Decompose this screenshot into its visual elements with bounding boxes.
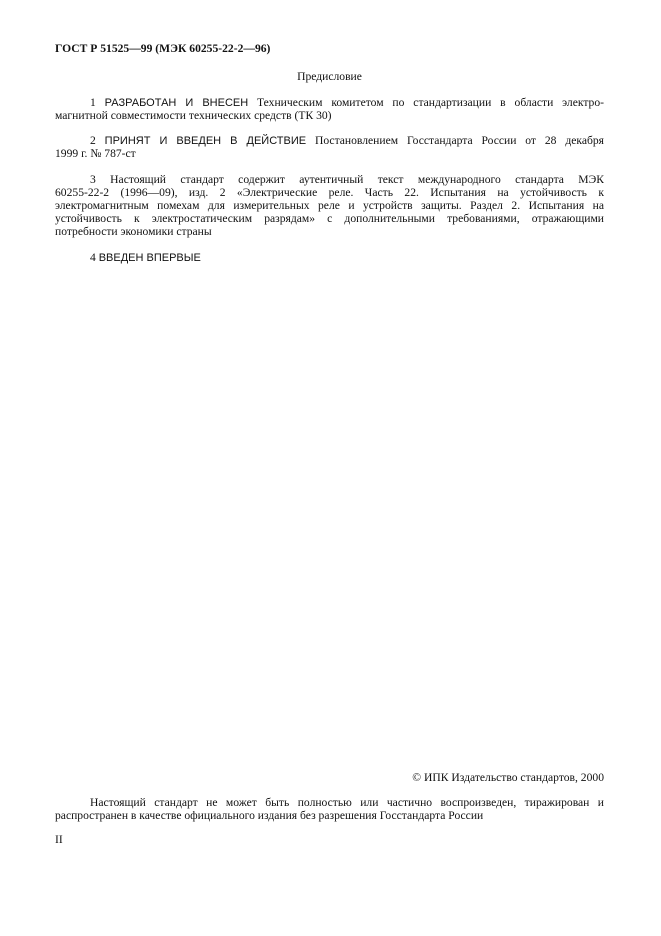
item-2-line-1: 2 ПРИНЯТ И ВВЕДЕН В ДЕЙСТВИЕ Постановлением Госстандарта России от 28 декабря xyxy=(90,134,604,147)
item-2-line-2: 1999 г. № 787-ст xyxy=(55,147,136,160)
item-4: 4 ВВЕДЕН ВПЕРВЫЕ xyxy=(90,251,201,264)
item-3-line-2: 60255-22-2 (1996—09), изд. 2 «Электрические реле. Часть 22. Испытания на устойчивость к xyxy=(55,186,604,199)
document-header: ГОСТ Р 51525—99 (МЭК 60255-22-2—96) xyxy=(55,42,271,55)
item-3-line-3: электромагнитным помехам для измерительных реле и устройств защиты. Раздел 2. Испытания на xyxy=(55,199,604,212)
item-1-line-2: магнитной совместимости технических средств (ТК 30) xyxy=(55,109,332,122)
item-3-line-5: потребности экономики страны xyxy=(55,225,212,238)
item-1-line-1: 1 РАЗРАБОТАН И ВНЕСЕН Техническим комитетом по стандартизации в области электро- xyxy=(90,96,604,109)
page-number: II xyxy=(55,833,63,846)
section-title: Предисловие xyxy=(297,70,362,83)
notice-line-2: распространен в качестве официального издания без разрешения Госстандарта России xyxy=(55,809,484,822)
item-3-line-4: устойчивость к электростатическим разрядам» с дополнительными требованиями, отражающими xyxy=(55,212,604,225)
copyright: © ИПК Издательство стандартов, 2000 xyxy=(412,771,604,784)
notice-line-1: Настоящий стандарт не может быть полностью или частично воспроизведен, тиражирован и xyxy=(90,796,604,809)
item-3-line-1: 3 Настоящий стандарт содержит аутентичный текст международного стандарта МЭК xyxy=(90,173,604,186)
